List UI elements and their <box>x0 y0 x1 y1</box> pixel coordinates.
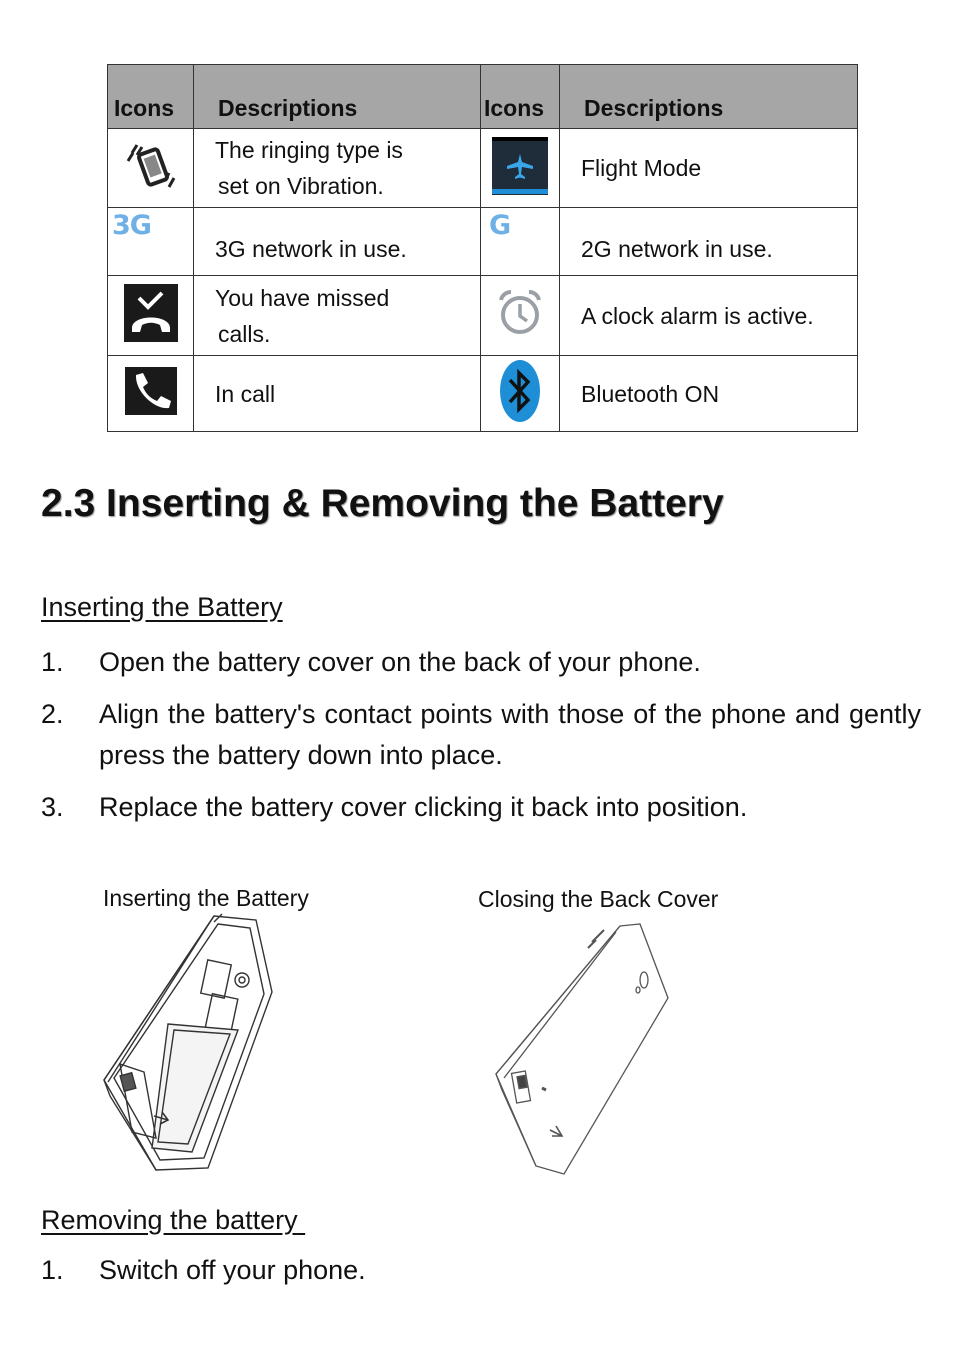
removing-heading: Removing the battery <box>41 1205 298 1235</box>
header-icons-2: Icons <box>481 65 560 129</box>
figure-caption-closing: Closing the Back Cover <box>478 886 719 912</box>
icon-cell <box>481 276 560 356</box>
icon-cell <box>481 129 560 208</box>
description-cell: In call <box>194 356 481 432</box>
list-item: 1. Switch off your phone. <box>41 1255 366 1285</box>
inserting-heading: Inserting the Battery <box>41 592 283 622</box>
airplane-mode-icon <box>491 136 549 196</box>
table-row <box>108 356 858 432</box>
table-row <box>108 129 858 208</box>
status-icons-table <box>107 64 858 432</box>
phone-back-cover-illustration <box>492 922 672 1178</box>
icon-cell <box>481 208 560 276</box>
description-cell: 2G network in use. <box>560 208 858 276</box>
header-descriptions-1: Descriptions <box>194 65 481 129</box>
phone-call-icon <box>125 367 177 415</box>
missed-call-icon <box>124 284 178 342</box>
vibration-icon <box>125 141 177 191</box>
header-descriptions-2: Descriptions <box>560 65 858 129</box>
description-cell: 3G network in use. <box>194 208 481 276</box>
list-item: 3. Replace the battery cover clicking it back into position. <box>41 792 748 822</box>
description-cell: The ringing type is set on Vibration. <box>194 129 481 208</box>
description-cell: You have missed calls. <box>194 276 481 356</box>
list-item: 1. Open the battery cover on the back of your phone. <box>41 647 701 677</box>
description-cell: Bluetooth ON <box>560 356 858 432</box>
2g-network-icon: G <box>489 210 511 241</box>
3g-network-icon: 3G <box>112 210 151 241</box>
inserting-steps <box>41 642 921 839</box>
description-cell: A clock alarm is active. <box>560 276 858 356</box>
icon-cell <box>108 356 194 432</box>
bluetooth-icon <box>498 358 542 424</box>
figure-caption-inserting: Inserting the Battery <box>103 885 309 911</box>
phone-battery-insert-illustration <box>96 912 280 1174</box>
icon-cell <box>108 276 194 356</box>
icon-cell <box>481 356 560 432</box>
header-icons-1: Icons <box>108 65 194 129</box>
alarm-clock-icon <box>495 288 545 338</box>
table-row <box>108 276 858 356</box>
table-row <box>108 208 858 276</box>
removing-steps <box>41 1250 921 1302</box>
list-item: 2. Align the battery's contact points with those of the phone and gently press the battery down into place. <box>41 699 921 770</box>
description-cell: Flight Mode <box>560 129 858 208</box>
section-title: 2.3 Inserting & Removing the Battery <box>41 482 724 525</box>
icon-cell <box>108 208 194 276</box>
icon-cell <box>108 129 194 208</box>
